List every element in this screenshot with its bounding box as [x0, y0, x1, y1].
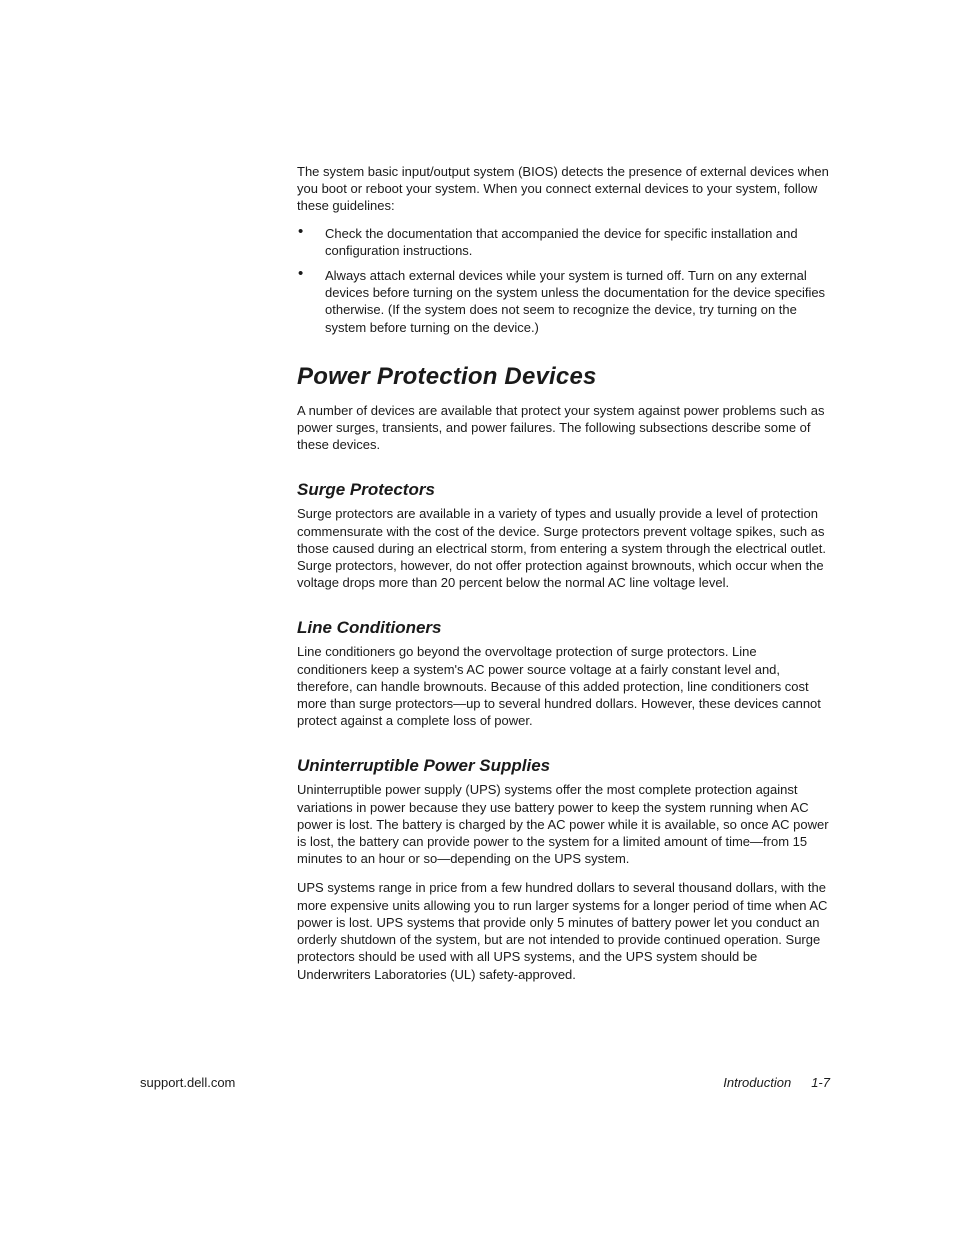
list-item	[297, 267, 830, 336]
footer-chapter: Introduction	[723, 1075, 792, 1090]
bullet-icon: •	[298, 265, 304, 283]
list-item	[297, 222, 830, 259]
main-content	[297, 163, 830, 983]
footer-page-info	[723, 1074, 830, 1091]
section-title: Power Protection Devices	[297, 362, 597, 390]
ups-paragraph-1: Uninterruptible power supply (UPS) systems offer the most complete protection against variations in power because they use battery power to keep the system running when AC power is lost. The battery is charged by the AC power while it is available, so once AC power is lost, the battery can provide power to the system for a limited amount of time—from 15 minutes to an hour or so—depending on the UPS system.	[297, 782, 829, 867]
list-item-text: Always attach external devices while your system is turned off. Turn on any external devices before turning on the system unless the documentation for the device specifies otherwise. (If the system does not seem to recognize the device, try turning on the system before turning on the device.)	[325, 268, 826, 335]
intro-paragraph: The system basic input/output system (BIOS) detects the presence of external devices when you boot or reboot your system. When you connect external devices to your system, follow these guidelines:	[297, 164, 829, 214]
surge-paragraph: Surge protectors are available in a variety of types and usually provide a level of protection commensurate with the cost of the device. Surge protectors prevent voltage spikes, such as those caused during an electrical storm, from entering a system through the electrical outlet. Surge protectors, however, do not offer protection against brownouts, which occur when the voltage drops more than 20 percent below the normal AC line voltage level.	[297, 506, 826, 591]
subsection-title-surge: Surge Protectors	[297, 480, 435, 500]
ups-paragraph-2: UPS systems range in price from a few hundred dollars to several thousand dollars, with the more expensive units allowing you to run larger systems for a longer period of time when AC power is lost. UPS systems that provide only 5 minutes of battery power let you conduct an orderly shutdown of the system, but are not intended to provide continued operation. Surge protectors should be used with all UPS systems, and the UPS system should be Underwriters Laboratories (UL) safety-approved.	[297, 880, 828, 982]
subsection-title-line: Line Conditioners	[297, 618, 442, 638]
bullet-icon: •	[298, 222, 304, 240]
footer-page-number: 1-7	[811, 1075, 830, 1090]
section-paragraph: A number of devices are available that protect your system against power problems such as power surges, transients, and power failures. The following subsections describe some of these devices.	[297, 402, 825, 453]
list-item-text: Check the documentation that accompanied the device for specific installation and configuration instructions.	[325, 225, 798, 258]
guidelines-list	[297, 222, 830, 336]
subsection-title-ups: Uninterruptible Power Supplies	[297, 756, 551, 776]
line-paragraph: Line conditioners go beyond the overvoltage protection of surge protectors. Line conditioners keep a system's AC power source voltage at a fairly constant level and, therefore, can handle brownouts. Because of this added protection, line conditioners cost more than surge protectors—up to several hundred dollars. However, these devices cannot protect against a complete loss of power.	[297, 644, 821, 729]
footer-site: support.dell.com	[140, 1075, 236, 1090]
